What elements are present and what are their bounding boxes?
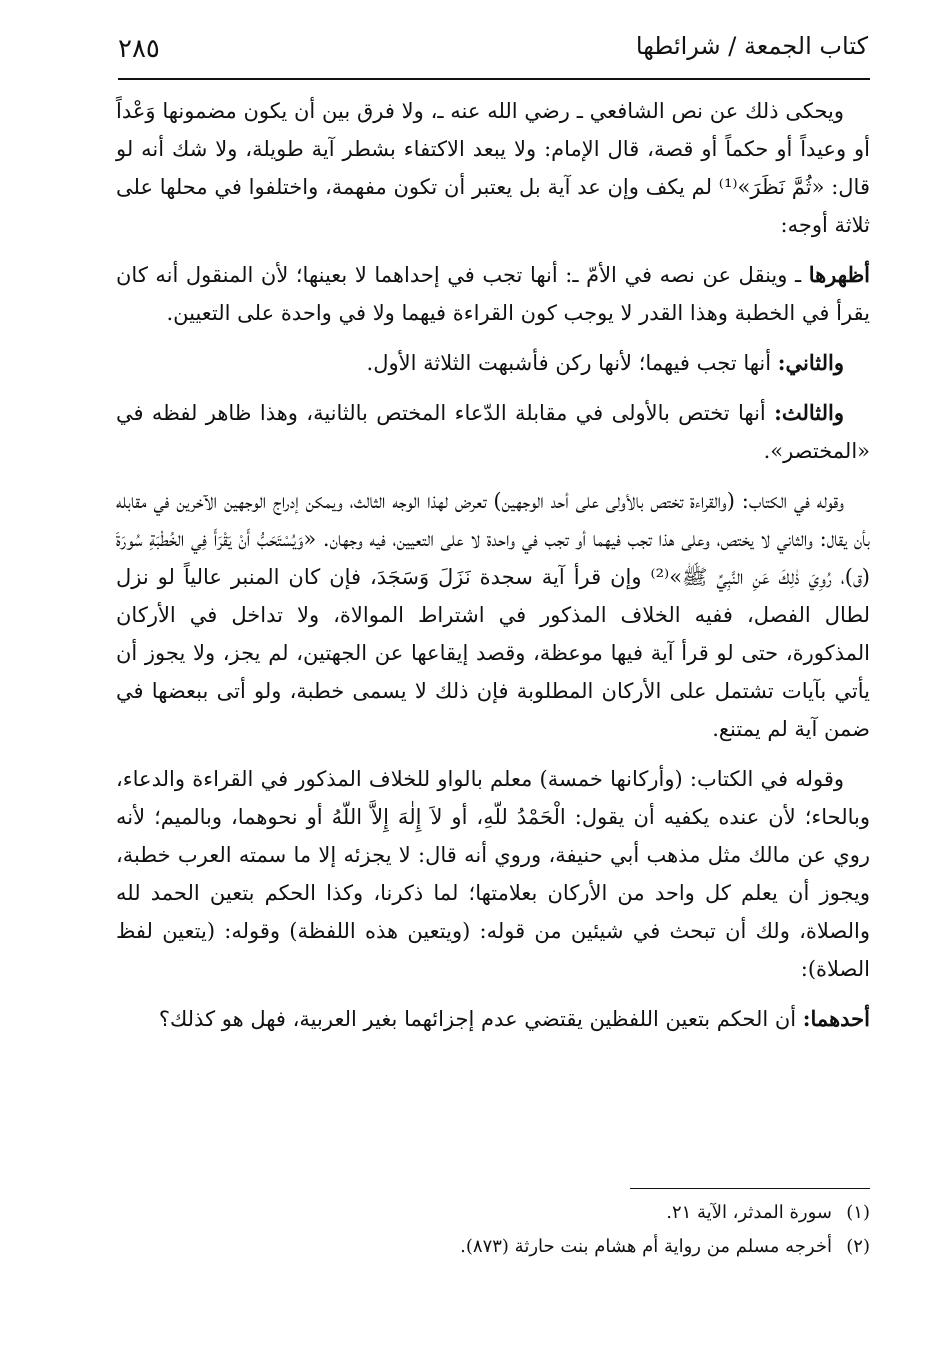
header-rule	[118, 78, 870, 80]
footnote-number: (٢)	[846, 1236, 870, 1257]
paragraph-7-text: أن الحكم بتعين اللفظين يقتضي عدم إجزائهما بغير العربية، فهل هو كذلك؟	[158, 1007, 803, 1031]
footnote-number: (١)	[846, 1202, 870, 1223]
paragraph-4-lead: والثالث:	[774, 400, 844, 425]
paragraph-2	[116, 256, 870, 332]
footnotes	[116, 1196, 870, 1264]
footnote-text: سورة المدثر، الآية ٢١.	[666, 1202, 832, 1223]
main-text	[116, 92, 870, 1050]
paragraph-3-lead: والثاني:	[777, 350, 844, 375]
paragraph-7-lead: أحدهما:	[802, 1006, 870, 1031]
paragraph-2-text: ـ وينقل عن نصه في الأمّ ـ: أنها تجب في إحداهما لا بعينها؛ لأن المنقول أنه كان يقرأ في الخطبة وهذا القدر لا يوجب كون القراءة فيهما ولا في واحدة على التعيين.	[116, 263, 870, 325]
paragraph-3	[116, 344, 870, 382]
page-header	[118, 30, 868, 78]
paragraph-7	[116, 1000, 870, 1038]
footnote-2	[116, 1230, 870, 1264]
page-number: ٢٨٥	[118, 34, 160, 64]
paragraph-6: وقوله في الكتاب: (وأركانها خمسة) معلم بالواو للخلاف المذكور في القراءة والدعاء، وبالحاء؛ لأن عنده يكفيه أن يقول: الْحَمْدُ للّهِ، أو لاَ إِلٰهَ إِلاَّ اللّهُ أو نحوهما، وبالميم؛ لأنه روي عن مالك مثل مذهب أبي حنيفة، وروي أنه قال: لا يجزئه إلا ما سمته العرب خطبة، ويجوز أن يعلم كل واحد من الأركان بعلامتها؛ لما ذكرنا، وكذا الحكم بتعين الحمد لله والصلاة، ولك أن تبحث في شيئين من قوله: (ويتعين هذه اللفظة) وقوله: (يتعين لفظ الصلاة):	[116, 767, 870, 981]
paragraph-5: وقوله في الكتاب: (والقراءة تختص بالأولى على أحد الوجهين) تعرض لهذا الوجه الثالث، ويمكن إدراج الوجهين الآخرين في مقابله بأن يقال: والثاني لا يختص، وعلى هذا تجب فيهما أو تجب في واحدة لا على التعيين، فيه وجهان. «وَيُسْتَحَبُّ أَنْ يَقْرَأَ فِي الخُطْبَةِ سُورَةَ (ق)، رُوِيَ ذٰلِكَ عَنِ النَّبِيِّ ﷺ»⁽²⁾ وإن قرأ آية سجدة نَزَلَ وَسَجَدَ، فإن كان المنبر عالياً لو نزل لطال الفصل، ففيه الخلاف المذكور في اشتراط الموالاة، ولا تداخل في الأركان المذكورة، حتى لو قرأ آية فيها موعظة، وقصد إيقاعها عن الجهتين، لم يجز، ولا يجوز أن يأتي بآيات تشتمل على الأركان المطلوبة فإن ذلك لا يسمى خطبة، ولو أتى ببعضها في ضمن آية لم يمتنع.	[116, 489, 871, 741]
paragraph-1: ويحكى ذلك عن نص الشافعي ـ رضي الله عنه ـ، ولا فرق بين أن يكون مضمونها وَعْداً أو وعيداً أو حكماً أو قصة، قال الإمام: ولا يبعد الاكتفاء بشطر آية طويلة، ولا شك أنه لو قال: «ثُمَّ نَظَرَ»⁽¹⁾ لم يكف وإن عد آية بل يعتبر أن تكون مفهمة، واختلفوا في محلها على ثلاثة أوجه:	[116, 99, 870, 237]
paragraph-4	[116, 394, 870, 470]
paragraph-2-lead: أظهرها	[808, 262, 870, 287]
paragraph-4-text: أنها تختص بالأولى في مقابلة الدّعاء المختص بالثانية، وهذا ظاهر لفظه في «المختصر».	[116, 401, 870, 463]
footnote-rule	[630, 1188, 870, 1189]
paragraph-3-text: أنها تجب فيهما؛ لأنها ركن فأشبهت الثلاثة الأول.	[366, 351, 778, 375]
footnote-text: أخرجه مسلم من رواية أم هشام بنت حارثة (٨٧٣).	[460, 1236, 832, 1257]
running-title: كتاب الجمعة / شرائطها	[635, 32, 868, 60]
footnote-1	[116, 1196, 870, 1230]
